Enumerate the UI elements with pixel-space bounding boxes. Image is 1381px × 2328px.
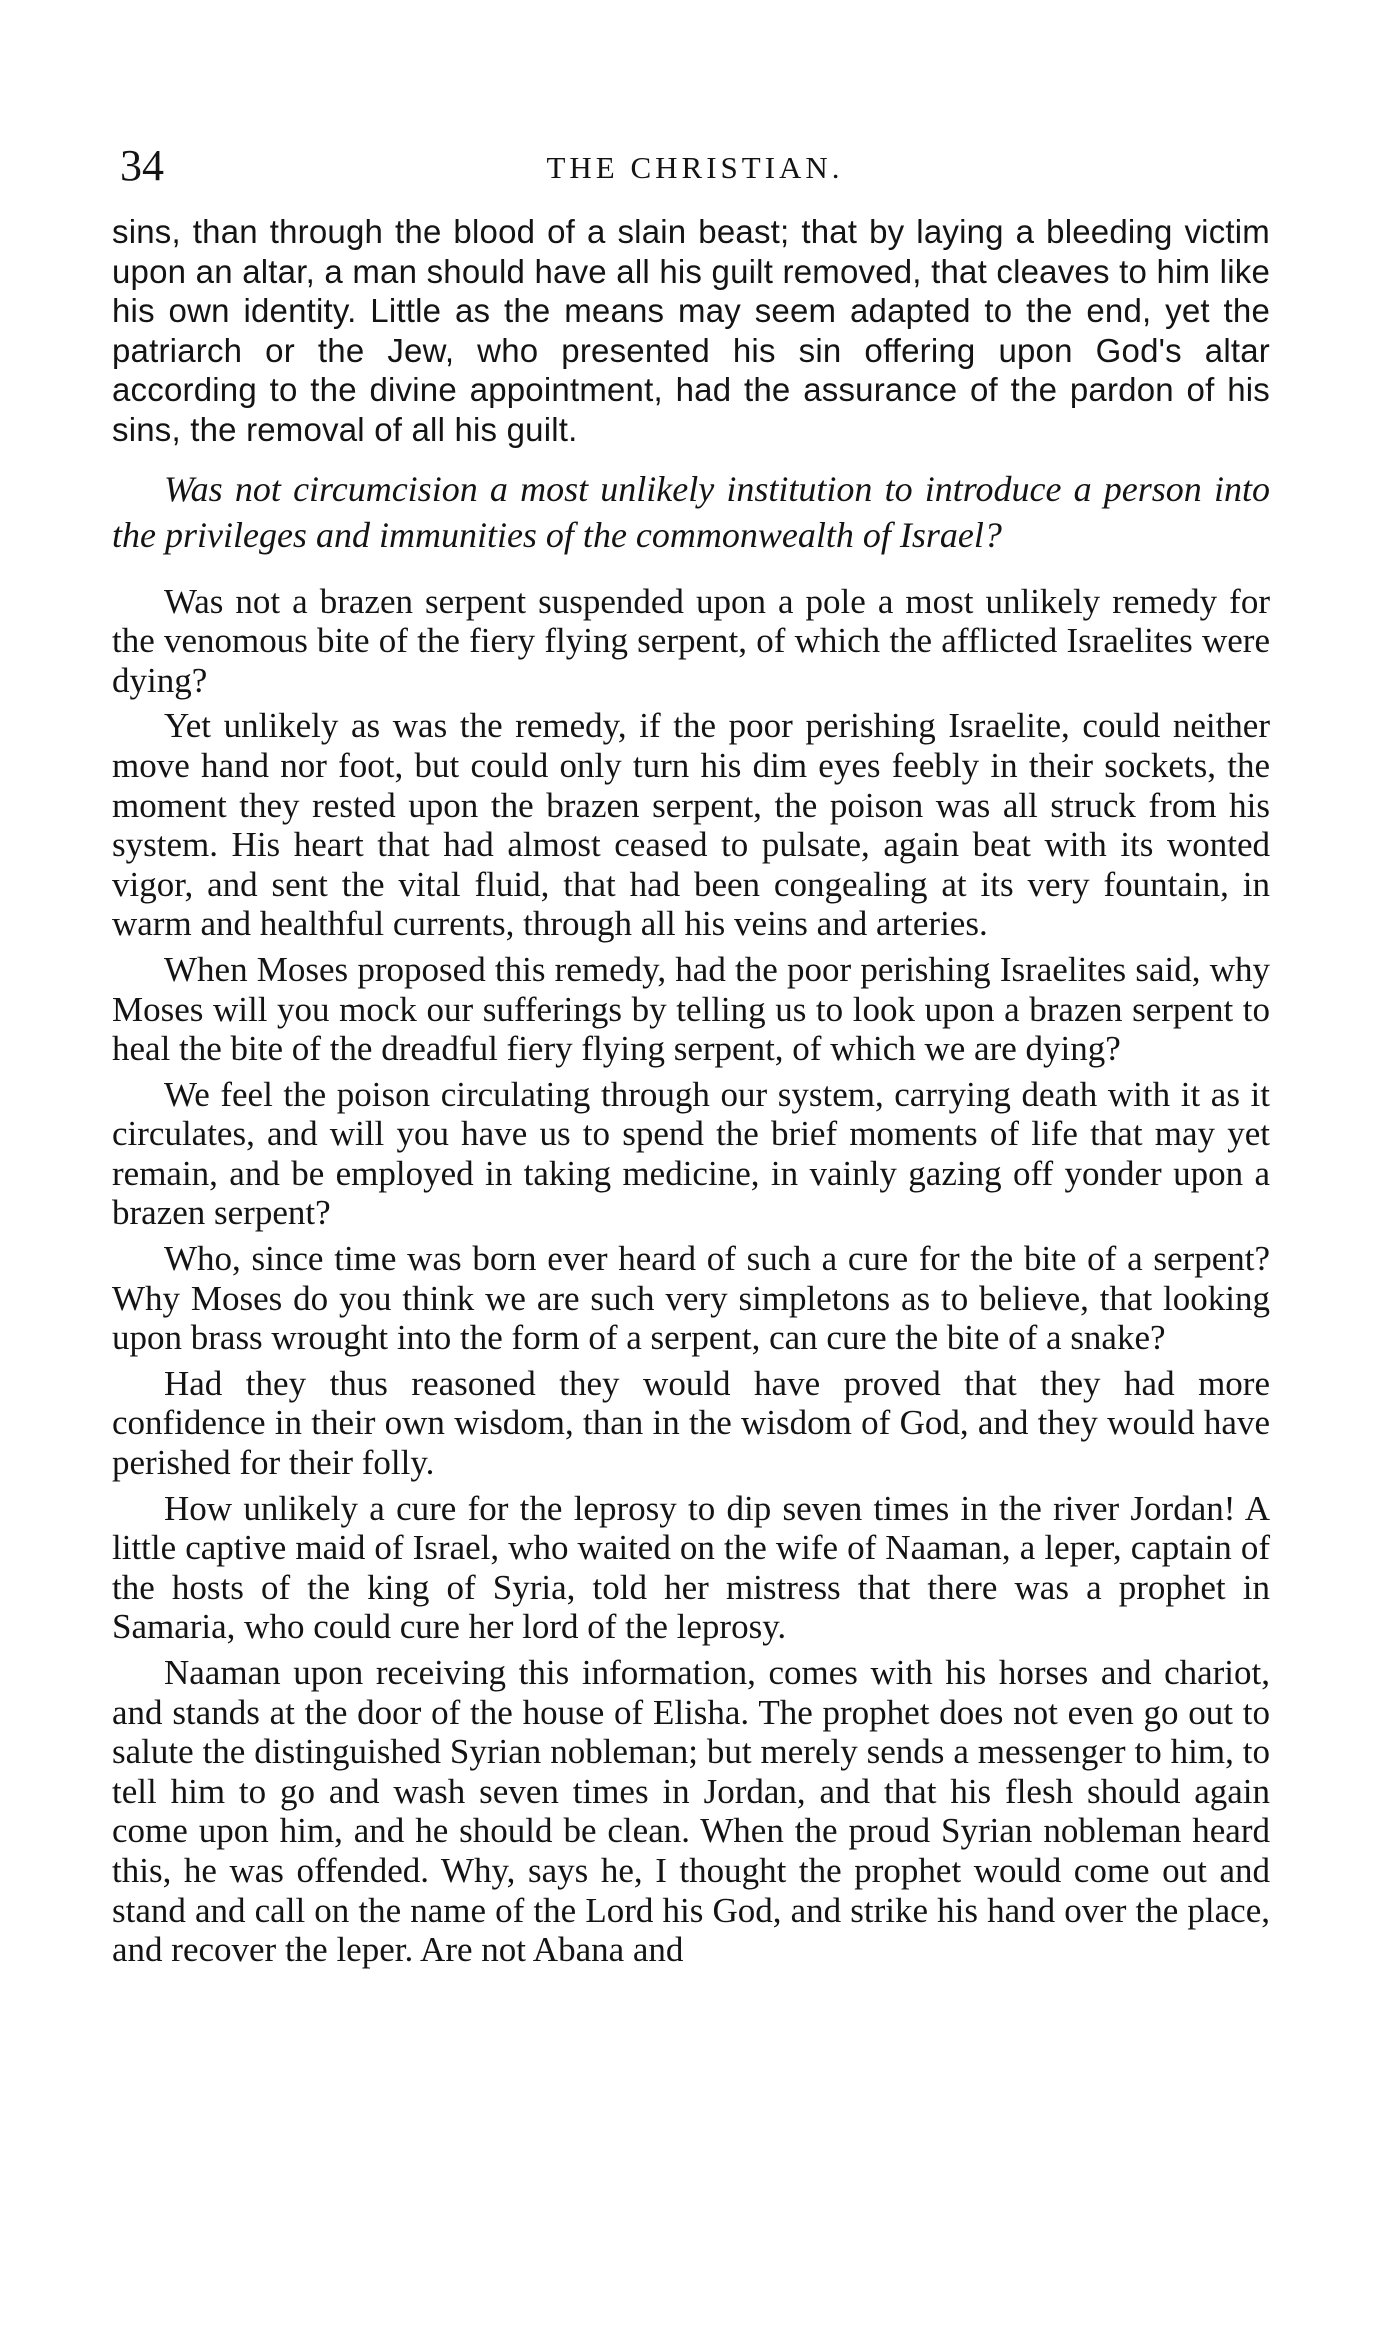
- paragraph-unlikely-remedy: Yet unlikely as was the remedy, if the poor perishing Israelite, could neither move hand nor foot, but could only turn his dim eyes feebly in their sockets, the moment they rested upon the brazen serpent, the poison was all struck from his system. His heart that had almost ceased to pulsate, again beat with its wonted vigor, and sent the vital fluid, that had been congealing at its very fountain, in warm and healthful currents, through all his veins and arteries.: [112, 706, 1270, 944]
- paragraph-leprosy-cure: How unlikely a cure for the leprosy to dip seven times in the river Jordan! A little captive maid of Israel, who waited on the wife of Naaman, a leper, captain of the hosts of the king of Syria, told her mistress that there was a prophet in Samaria, who could cure her lord of the leprosy.: [112, 1488, 1270, 1647]
- paragraph-moses-proposed: When Moses proposed this remedy, had the poor perishing Israelites said, why Moses will you mock our sufferings by telling us to look upon a brazen serpent to heal the bite of the dreadful fiery flying serpent, of which we are dying?: [112, 949, 1270, 1069]
- page-header: [120, 138, 1270, 198]
- paragraph-continued: sins, than through the blood of a slain beast; that by laying a bleeding victim upon an altar, a man should have all his guilt removed, that cleaves to him like his own identity. Little as the means may seem adapted to the end, yet the patriarch or the Jew, who presented his sin offering upon God's altar according to the divine appointment, had the assurance of the pardon of his sins, the removal of all his guilt.: [112, 213, 1270, 448]
- paragraph-had-they-reasoned: Had they thus reasoned they would have proved that they had more confidence in their own wisdom, than in the wisdom of God, and they would have perished for their folly.: [112, 1363, 1270, 1483]
- running-head: THE CHRISTIAN.: [546, 150, 844, 185]
- paragraph-question-circumcision: Was not circumcision a most unlikely institution to introduce a person into the privileges and immunities of the commonwealth of Israel?: [112, 468, 1270, 555]
- body-text: [112, 212, 1270, 1976]
- paragraph-naaman: Naaman upon receiving this information, comes with his horses and chariot, and stands at the door of the house of Elisha. The prophet does not even go out to salute the distinguished Syrian nobleman; but merely sends a messenger to him, to tell him to go and wash seven times in Jordan, and that his flesh should again come upon him, and he should be clean. When the proud Syrian nobleman heard this, he was offended. Why, says he, I thought the prophet would come out and stand and call on the name of the Lord his God, and strike his hand over the place, and recover the leper. Are not Abana and: [112, 1653, 1270, 1970]
- paragraph-poison-circulating: We feel the poison circulating through our system, carrying death with it as it circulates, and will you have us to spend the brief moments of life that may yet remain, and be employed in taking medicine, in vainly gazing off yonder upon a brazen serpent?: [112, 1074, 1270, 1233]
- paragraph-brazen-serpent: Was not a brazen serpent suspended upon a pole a most unlikely remedy for the venomous bite of the fiery flying serpent, of which the afflicted Israelites were dying?: [112, 581, 1270, 700]
- page-number: 34: [120, 141, 164, 190]
- paragraph-who-since-time: Who, since time was born ever heard of such a cure for the bite of a serpent? Why Moses do you think we are such very simpletons as to believe, that looking upon brass wrought into the form of a serpent, can cure the bite of a snake?: [112, 1239, 1270, 1358]
